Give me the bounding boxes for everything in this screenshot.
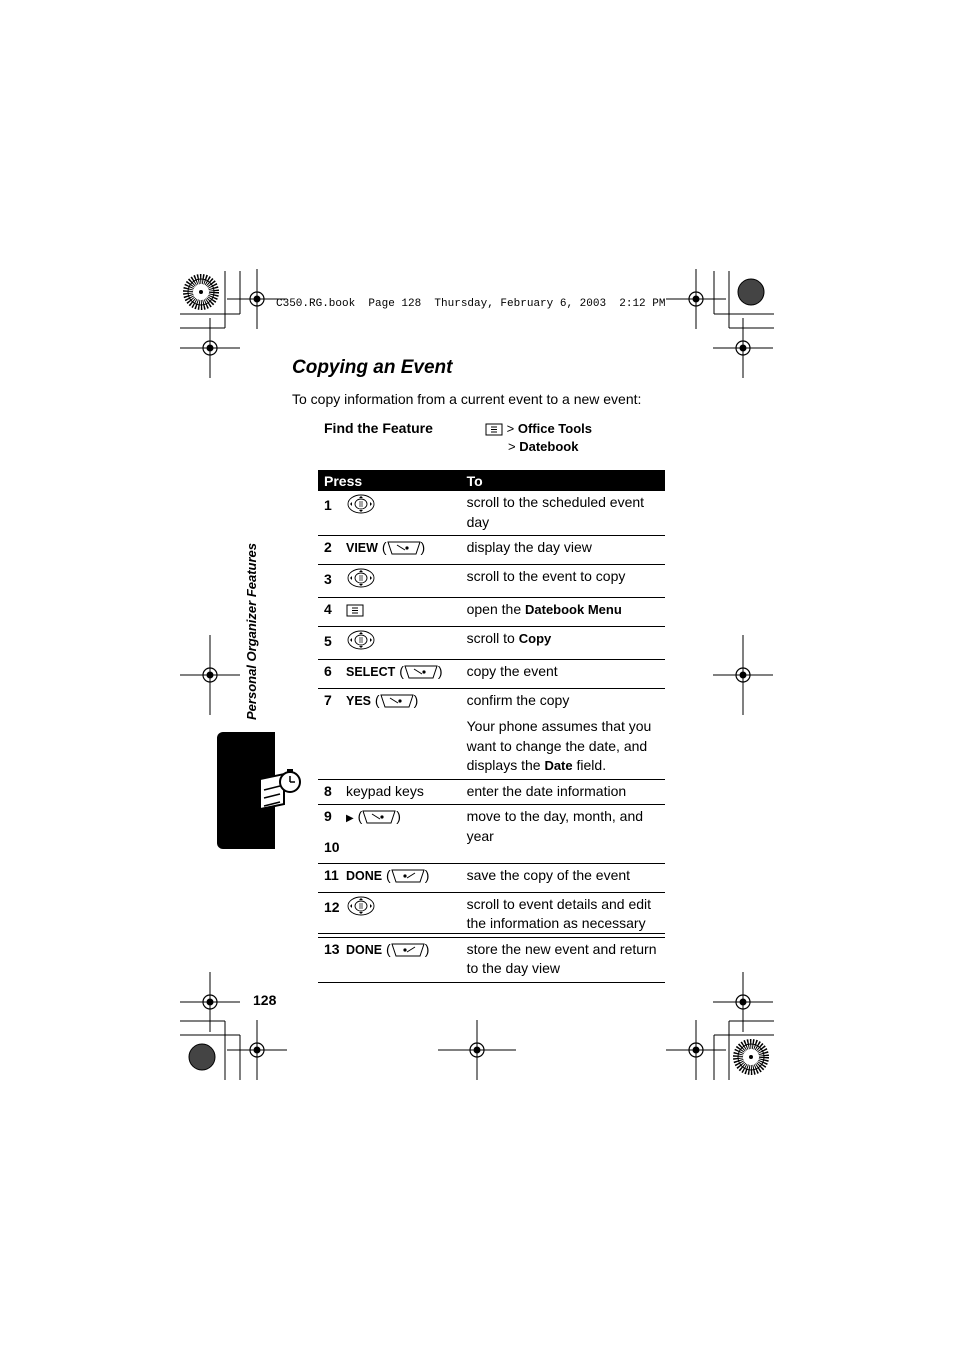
keypad-keys-text: keypad keys bbox=[346, 782, 424, 799]
action-text: confirm the copy bbox=[466, 691, 570, 708]
step-note bbox=[467, 717, 659, 776]
key-label: SELECT bbox=[346, 665, 396, 679]
right-soft-key-icon bbox=[380, 694, 414, 714]
step-action: copy the event bbox=[461, 660, 665, 689]
step-action: store the new event and return to the day view bbox=[461, 937, 665, 982]
table-row: 9 ▶ ( ) 10 move to the day, month, and year bbox=[318, 805, 665, 864]
step-number: 2 bbox=[324, 539, 332, 555]
book-header: C350.RG.book Page 128 Thursday, February 6, 2003 2:12 PM bbox=[276, 298, 666, 310]
step-number: 5 bbox=[324, 632, 332, 649]
path-office-tools: Office Tools bbox=[517, 421, 592, 436]
key-label: VIEW bbox=[346, 541, 378, 555]
organizer-icon bbox=[256, 768, 306, 818]
table-row: 11 DONE ( ) save the copy of the event bbox=[318, 864, 665, 893]
copy-label: Copy bbox=[518, 630, 552, 646]
menu-key-icon bbox=[346, 603, 364, 623]
table-row bbox=[318, 598, 665, 627]
table-row bbox=[318, 564, 665, 598]
left-soft-key-icon bbox=[391, 869, 425, 889]
table-end-rule bbox=[318, 933, 665, 934]
action-text: open the bbox=[466, 601, 525, 617]
side-section-label: Personal Organizer Features bbox=[244, 542, 259, 720]
path-separator: > bbox=[508, 439, 516, 454]
header-press: Press bbox=[318, 470, 461, 491]
date-field-label: Date bbox=[544, 758, 573, 773]
step-action bbox=[461, 688, 665, 779]
step-number: 10 bbox=[324, 838, 340, 855]
step-action: scroll to event details and edit the information as necessary bbox=[461, 892, 665, 937]
steps-table bbox=[318, 470, 665, 983]
left-soft-key-icon bbox=[391, 943, 425, 963]
nav-key-icon bbox=[346, 895, 376, 923]
find-feature-label: Find the Feature bbox=[324, 420, 433, 436]
table-row bbox=[318, 491, 665, 536]
step-action: scroll to the event to copy bbox=[461, 564, 665, 598]
step-action: save the copy of the event bbox=[461, 864, 665, 893]
key-label: YES bbox=[346, 693, 372, 708]
find-feature-path bbox=[485, 420, 592, 456]
table-row: 6 SELECT ( ) copy the event bbox=[318, 660, 665, 689]
step-action: enter the date information bbox=[461, 779, 665, 805]
key-label: DONE bbox=[346, 869, 383, 883]
step-action: display the day view bbox=[461, 536, 665, 565]
path-datebook: Datebook bbox=[519, 439, 579, 454]
step-number: 3 bbox=[324, 570, 332, 587]
menu-key-icon bbox=[485, 423, 503, 436]
table-row: 7 YES ( ) confirm the copy Your phone assumes that you want to change the date, and displays the Date field. bbox=[318, 688, 665, 779]
path-separator: > bbox=[506, 421, 515, 436]
right-arrow-icon: ▶ bbox=[346, 813, 354, 824]
right-soft-key-icon bbox=[362, 810, 396, 830]
nav-key-icon bbox=[346, 629, 376, 657]
step-action bbox=[461, 626, 665, 660]
table-row bbox=[318, 626, 665, 660]
table-row: 2 VIEW ( ) display the day view bbox=[318, 536, 665, 565]
step-number: 11 bbox=[324, 867, 339, 883]
step-number: 4 bbox=[324, 601, 332, 617]
note-text: Your phone assumes that you want to change the date, and displays the bbox=[466, 718, 652, 773]
step-number: 9 bbox=[324, 808, 332, 824]
right-soft-key-icon bbox=[404, 665, 438, 685]
datebook-menu-label: Datebook Menu bbox=[525, 602, 622, 617]
step-action: move to the day, month, and year bbox=[461, 805, 665, 864]
right-soft-key-icon bbox=[387, 541, 421, 561]
action-text: scroll to bbox=[466, 629, 519, 646]
nav-key-icon bbox=[346, 493, 376, 521]
header-to: To bbox=[461, 470, 665, 491]
step-number: 13 bbox=[324, 940, 340, 957]
step-number: 6 bbox=[324, 663, 332, 679]
page-number: 128 bbox=[253, 992, 277, 1008]
table-row bbox=[318, 892, 665, 937]
key-label: DONE bbox=[346, 942, 383, 957]
step-number: 8 bbox=[324, 782, 332, 799]
step-number: 12 bbox=[324, 898, 340, 915]
nav-key-icon bbox=[346, 567, 376, 595]
step-number: 7 bbox=[324, 691, 332, 708]
step-action bbox=[461, 598, 665, 627]
table-row: 13 DONE ( ) store the new event and return to the day view bbox=[318, 937, 665, 982]
note-text: field. bbox=[572, 757, 607, 773]
table-header-row bbox=[318, 470, 665, 491]
intro-text: To copy information from a current event to a new event: bbox=[292, 391, 642, 407]
step-number: 1 bbox=[324, 497, 332, 514]
step-action: scroll to the scheduled event day bbox=[461, 491, 665, 536]
page-title: Copying an Event bbox=[292, 357, 453, 378]
table-row bbox=[318, 779, 665, 805]
